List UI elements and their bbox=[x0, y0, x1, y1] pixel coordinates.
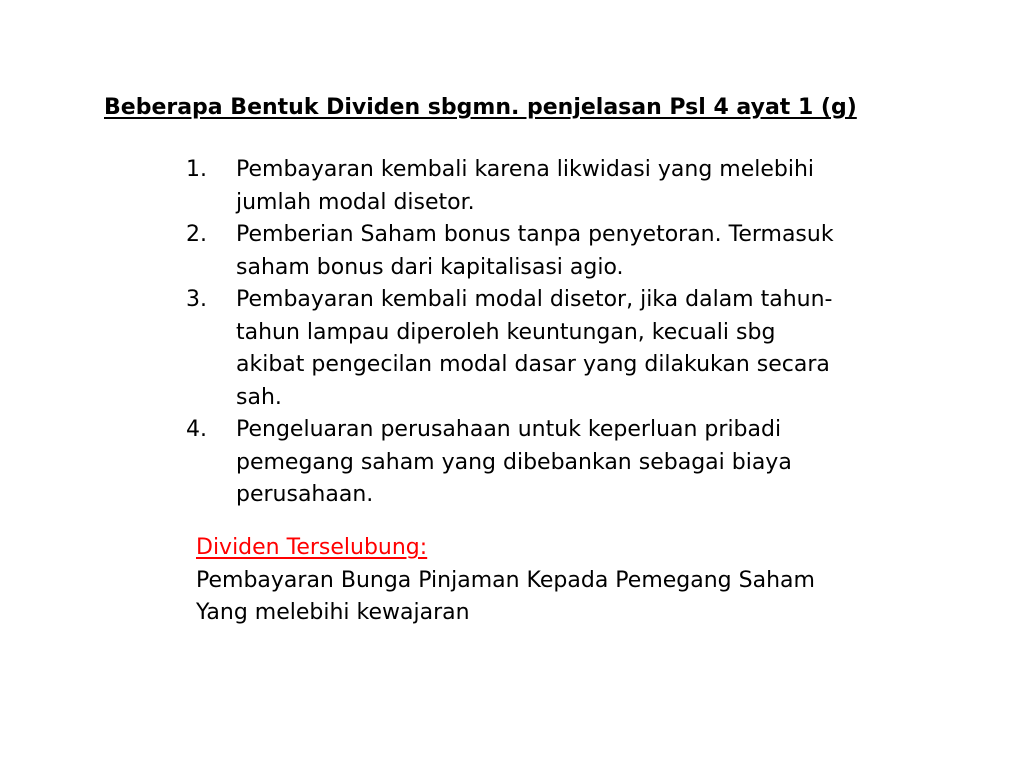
list-number: 3. bbox=[186, 287, 207, 312]
list-number: 2. bbox=[186, 222, 207, 247]
list-item-2 bbox=[186, 219, 906, 284]
list-text bbox=[236, 154, 896, 219]
list-line: tahun lampau diperoleh keuntungan, kecuali sbg bbox=[236, 319, 776, 345]
list-line: akibat pengecilan modal dasar yang dilakukan secara bbox=[236, 352, 830, 377]
list-text bbox=[236, 219, 896, 284]
list-line: Pembayaran kembali karena likwidasi yang melebihi bbox=[236, 157, 815, 182]
list-item-3 bbox=[186, 284, 906, 414]
list-line: perusahaan. bbox=[236, 482, 374, 507]
list-text bbox=[236, 284, 896, 414]
list-number: 1. bbox=[186, 157, 207, 182]
dividend-form-list bbox=[186, 154, 906, 512]
hidden-dividend-note bbox=[196, 532, 916, 630]
list-text bbox=[236, 414, 896, 512]
slide-title: Beberapa Bentuk Dividen sbgmn. penjelasan Psl 4 ayat 1 (g) bbox=[104, 95, 857, 120]
note-line-2: Yang melebihi kewajaran bbox=[196, 600, 470, 625]
list-line: pemegang saham yang dibebankan sebagai biaya bbox=[236, 449, 792, 475]
list-item-4 bbox=[186, 414, 906, 512]
note-line-1: Pembayaran Bunga Pinjaman Kepada Pemegang Saham bbox=[196, 567, 815, 593]
list-line: Pemberian Saham bonus tanpa penyetoran. Termasuk bbox=[236, 222, 834, 247]
list-item-1 bbox=[186, 154, 906, 219]
list-line: sah. bbox=[236, 384, 282, 410]
list-line: Pengeluaran perusahaan untuk keperluan pribadi bbox=[236, 417, 782, 442]
list-line: jumlah modal disetor. bbox=[236, 189, 475, 215]
list-line: Pembayaran kembali modal disetor, jika dalam tahun- bbox=[236, 287, 833, 312]
list-number: 4. bbox=[186, 417, 207, 442]
note-heading: Dividen Terselubung: bbox=[196, 535, 428, 560]
list-line: saham bonus dari kapitalisasi agio. bbox=[236, 254, 624, 280]
